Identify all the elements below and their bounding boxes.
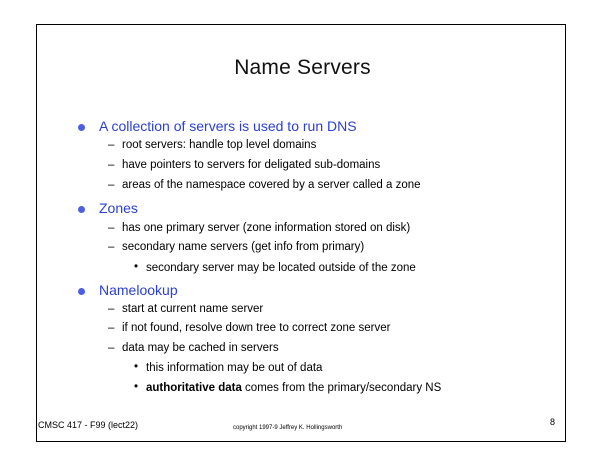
- bullet-icon: [78, 288, 85, 295]
- dot-icon: •: [134, 361, 139, 373]
- section-heading: Namelookup: [99, 282, 178, 298]
- course-label: CMSC 417 - F99 (lect22): [38, 420, 139, 430]
- copyright-notice: copyright 1997-9 Jeffrey K. Hollingsworth: [233, 425, 343, 431]
- dash-icon: –: [108, 222, 115, 234]
- dash-icon: –: [108, 303, 115, 315]
- dash-icon: –: [108, 241, 115, 253]
- bullet-icon: [78, 206, 85, 213]
- dot-icon: •: [134, 261, 139, 273]
- dot-icon: •: [134, 381, 139, 393]
- dash-icon: –: [108, 179, 115, 191]
- slide-title: Name Servers: [234, 56, 371, 79]
- section-heading: Zones: [99, 200, 138, 216]
- dash-icon: –: [108, 139, 115, 151]
- dash-icon: –: [108, 342, 115, 354]
- page-number: 8: [550, 417, 556, 427]
- bullet-icon: [78, 124, 85, 131]
- bold-term: authoritative data: [146, 382, 242, 394]
- section-heading: A collection of servers is used to run DNS: [99, 118, 357, 134]
- dash-icon: –: [108, 159, 115, 171]
- dash-icon: –: [108, 322, 115, 334]
